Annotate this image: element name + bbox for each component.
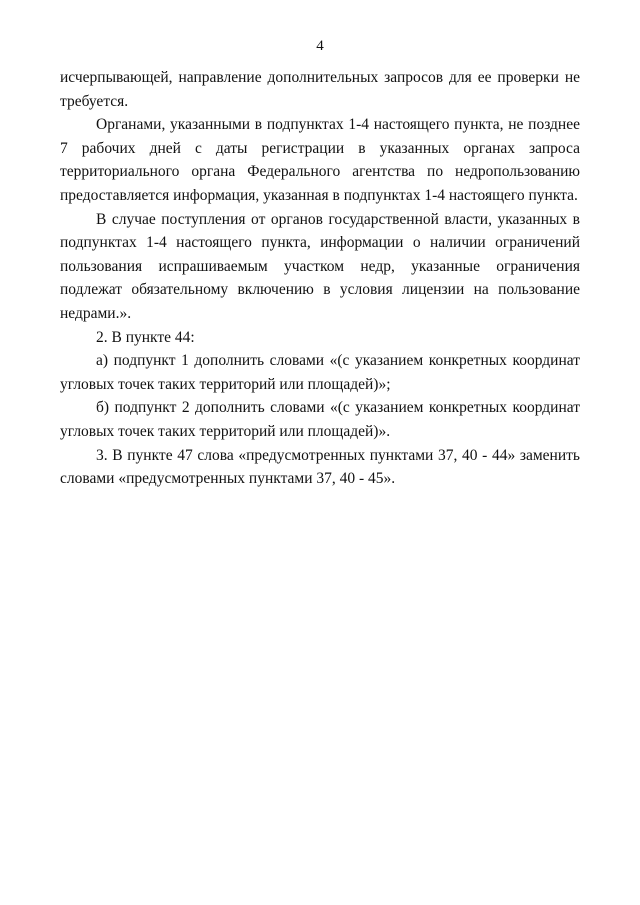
paragraph-continuation: исчерпывающей, направление дополнительных запросов для ее проверки не требуется. bbox=[60, 69, 580, 110]
document-body bbox=[60, 66, 580, 491]
paragraph-subitem-a: а) подпункт 1 дополнить словами «(с указанием конкретных координат угловых точек таких территорий или площадей)»; bbox=[60, 352, 580, 393]
paragraph-organs-info: Органами, указанными в подпунктах 1-4 настоящего пункта, не позднее 7 рабочих дней с даты регистрации в указанных органах запроса территориального органа Федерального агентства по недропользованию предоставляется информация, указанная в подпунктах 1-4 настоящего пункта. bbox=[60, 116, 580, 204]
page-number: 4 bbox=[316, 38, 324, 54]
paragraph-restrictions: В случае поступления от органов государственной власти, указанных в подпунктах 1-4 настоящего пункта, информации о наличии ограничений пользования испрашиваемым участком недр, указанные ограничения подлежат обязательному включению в условия лицензии на пользование недрами.». bbox=[60, 210, 580, 322]
paragraph-item-47: 3. В пункте 47 слова «предусмотренных пунктами 37, 40 - 44» заменить словами «предусмотренных пунктами 37, 40 - 45». bbox=[60, 446, 580, 488]
paragraph-item-44: 2. В пункте 44: bbox=[96, 328, 195, 346]
paragraph-subitem-b: б) подпункт 2 дополнить словами «(с указанием конкретных координат угловых точек таких территорий или площадей)». bbox=[60, 399, 580, 440]
